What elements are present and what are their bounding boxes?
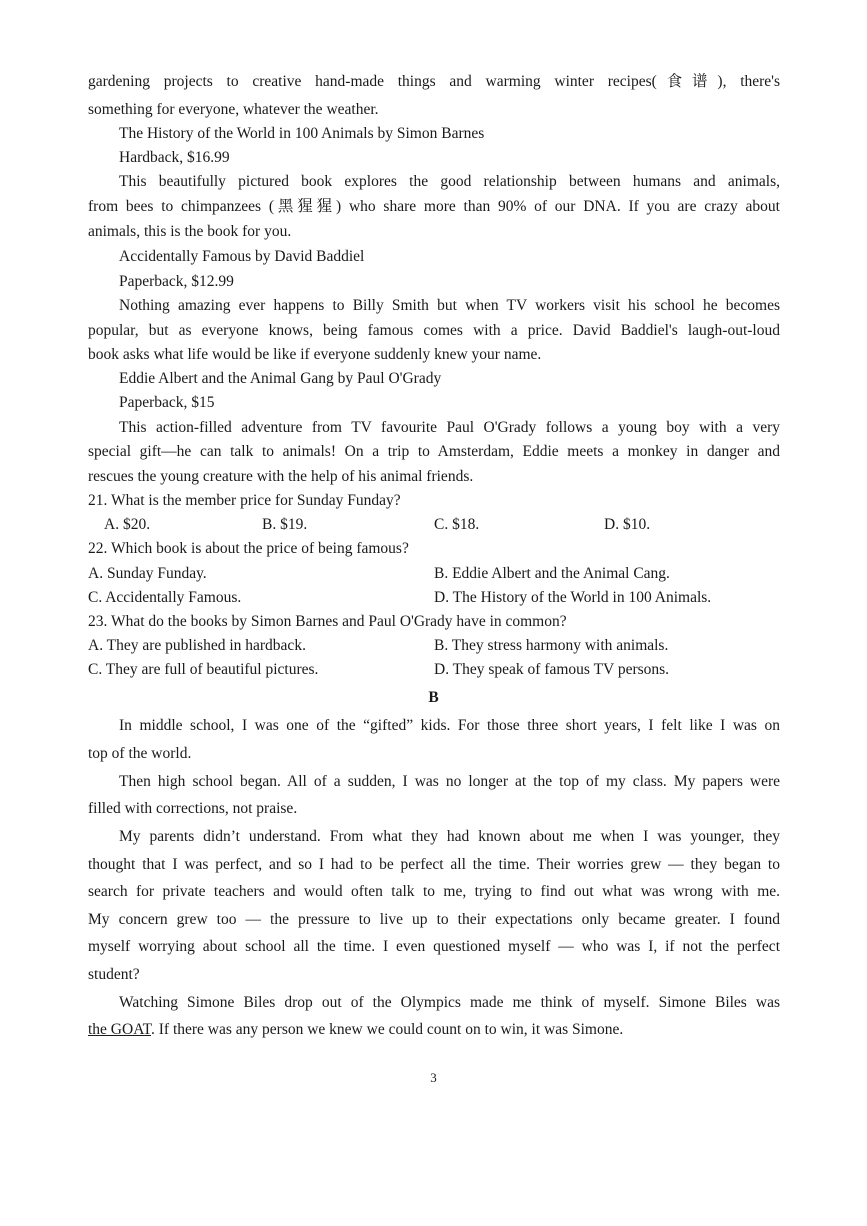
- book-desc-eddie-1: This action-filled adventure from TV favourite Paul O'Grady follows a young boy with a very: [119, 419, 780, 436]
- book-title-history: The History of the World in 100 Animals by Simon Barnes: [119, 125, 485, 142]
- section-b-p3-line-3: search for private teachers and would often talk to me, trying to find out what was wrong with me.: [88, 883, 780, 900]
- section-b-p3-line-4: My concern grew too — the pressure to live up to their expectations only became greater. I found: [88, 911, 780, 928]
- book-format-famous: Paperback, $12.99: [119, 273, 234, 290]
- page-number: 3: [430, 1070, 437, 1085]
- section-b-p4-line-2-rest: . If there was any person we knew we could count on to win, it was Simone.: [151, 1021, 624, 1038]
- book-desc-eddie-2: special gift—he can talk to animals! On a trip to Amsterdam, Eddie meets a monkey in danger and: [88, 443, 780, 460]
- book-desc-eddie-3: rescues the young creature with the help of his animal friends.: [88, 468, 474, 485]
- question-21-option-a[interactable]: A. $20.: [104, 516, 151, 533]
- section-b-p2-line-2: filled with corrections, not praise.: [88, 800, 298, 817]
- section-b-p1-line-1: In middle school, I was one of the “gifted” kids. For those three short years, I felt like I was on: [119, 717, 780, 734]
- book-desc-history-1: This beautifully pictured book explores the good relationship between humans and animals,: [119, 173, 780, 190]
- section-b-p3-line-1: My parents didn’t understand. From what they had known about me when I was younger, they: [119, 828, 780, 845]
- question-21-option-b[interactable]: B. $19.: [262, 516, 308, 533]
- question-23-stem: 23. What do the books by Simon Barnes and Paul O'Grady have in common?: [88, 613, 567, 630]
- book-desc-famous-1: Nothing amazing ever happens to Billy Smith but when TV workers visit his school he becomes: [119, 297, 780, 314]
- book-desc-history-2: from bees to chimpanzees (黑猩猩) who share more than 90% of our DNA. If you are crazy about: [88, 198, 780, 215]
- question-23-option-a[interactable]: A. They are published in hardback.: [88, 637, 306, 654]
- question-21-stem: 21. What is the member price for Sunday Funday?: [88, 492, 401, 509]
- intro-line-1: gardening projects to creative hand-made things and warming winter recipes(食谱), there's: [88, 73, 780, 90]
- book-desc-famous-2: popular, but as everyone knows, being famous comes with a price. David Baddiel's laugh-out-loud: [88, 322, 780, 339]
- book-format-history: Hardback, $16.99: [119, 149, 230, 166]
- section-b-heading: B: [428, 689, 439, 706]
- section-b-p3-line-2: thought that I was perfect, and so I had to be perfect all the time. Their worries grew — they began to: [88, 856, 780, 873]
- section-b-p4-line-1: Watching Simone Biles drop out of the Olympics made me think of myself. Simone Biles was: [119, 994, 780, 1011]
- question-22-stem: 22. Which book is about the price of being famous?: [88, 540, 409, 557]
- question-21-option-d[interactable]: D. $10.: [604, 516, 651, 533]
- goat-underlined-term: the GOAT: [88, 1021, 151, 1038]
- section-b-p3-line-6: student?: [88, 966, 140, 983]
- book-title-famous: Accidentally Famous by David Baddiel: [119, 248, 365, 265]
- section-b-p3-line-5: myself worrying about school all the time. I even questioned myself — who was I, if not the perfect: [88, 938, 780, 955]
- question-22-option-b[interactable]: B. Eddie Albert and the Animal Cang.: [434, 565, 670, 582]
- book-title-eddie: Eddie Albert and the Animal Gang by Paul O'Grady: [119, 370, 442, 387]
- question-22-option-c[interactable]: C. Accidentally Famous.: [88, 589, 242, 606]
- intro-line-2: something for everyone, whatever the weather.: [88, 101, 379, 118]
- book-desc-history-3: animals, this is the book for you.: [88, 223, 292, 240]
- question-22-option-a[interactable]: A. Sunday Funday.: [88, 565, 207, 582]
- question-22-option-d[interactable]: D. The History of the World in 100 Animals.: [434, 589, 712, 606]
- book-format-eddie: Paperback, $15: [119, 394, 215, 411]
- question-23-option-c[interactable]: C. They are full of beautiful pictures.: [88, 661, 319, 678]
- question-23-option-b[interactable]: B. They stress harmony with animals.: [434, 637, 669, 654]
- section-b-p4-line-2: [88, 1018, 780, 1042]
- section-b-p1-line-2: top of the world.: [88, 745, 192, 762]
- section-b-p2-line-1: Then high school began. All of a sudden, I was no longer at the top of my class. My papers were: [119, 773, 780, 790]
- book-desc-famous-3: book asks what life would be like if everyone suddenly knew your name.: [88, 346, 542, 363]
- question-21-option-c[interactable]: C. $18.: [434, 516, 480, 533]
- question-23-option-d[interactable]: D. They speak of famous TV persons.: [434, 661, 670, 678]
